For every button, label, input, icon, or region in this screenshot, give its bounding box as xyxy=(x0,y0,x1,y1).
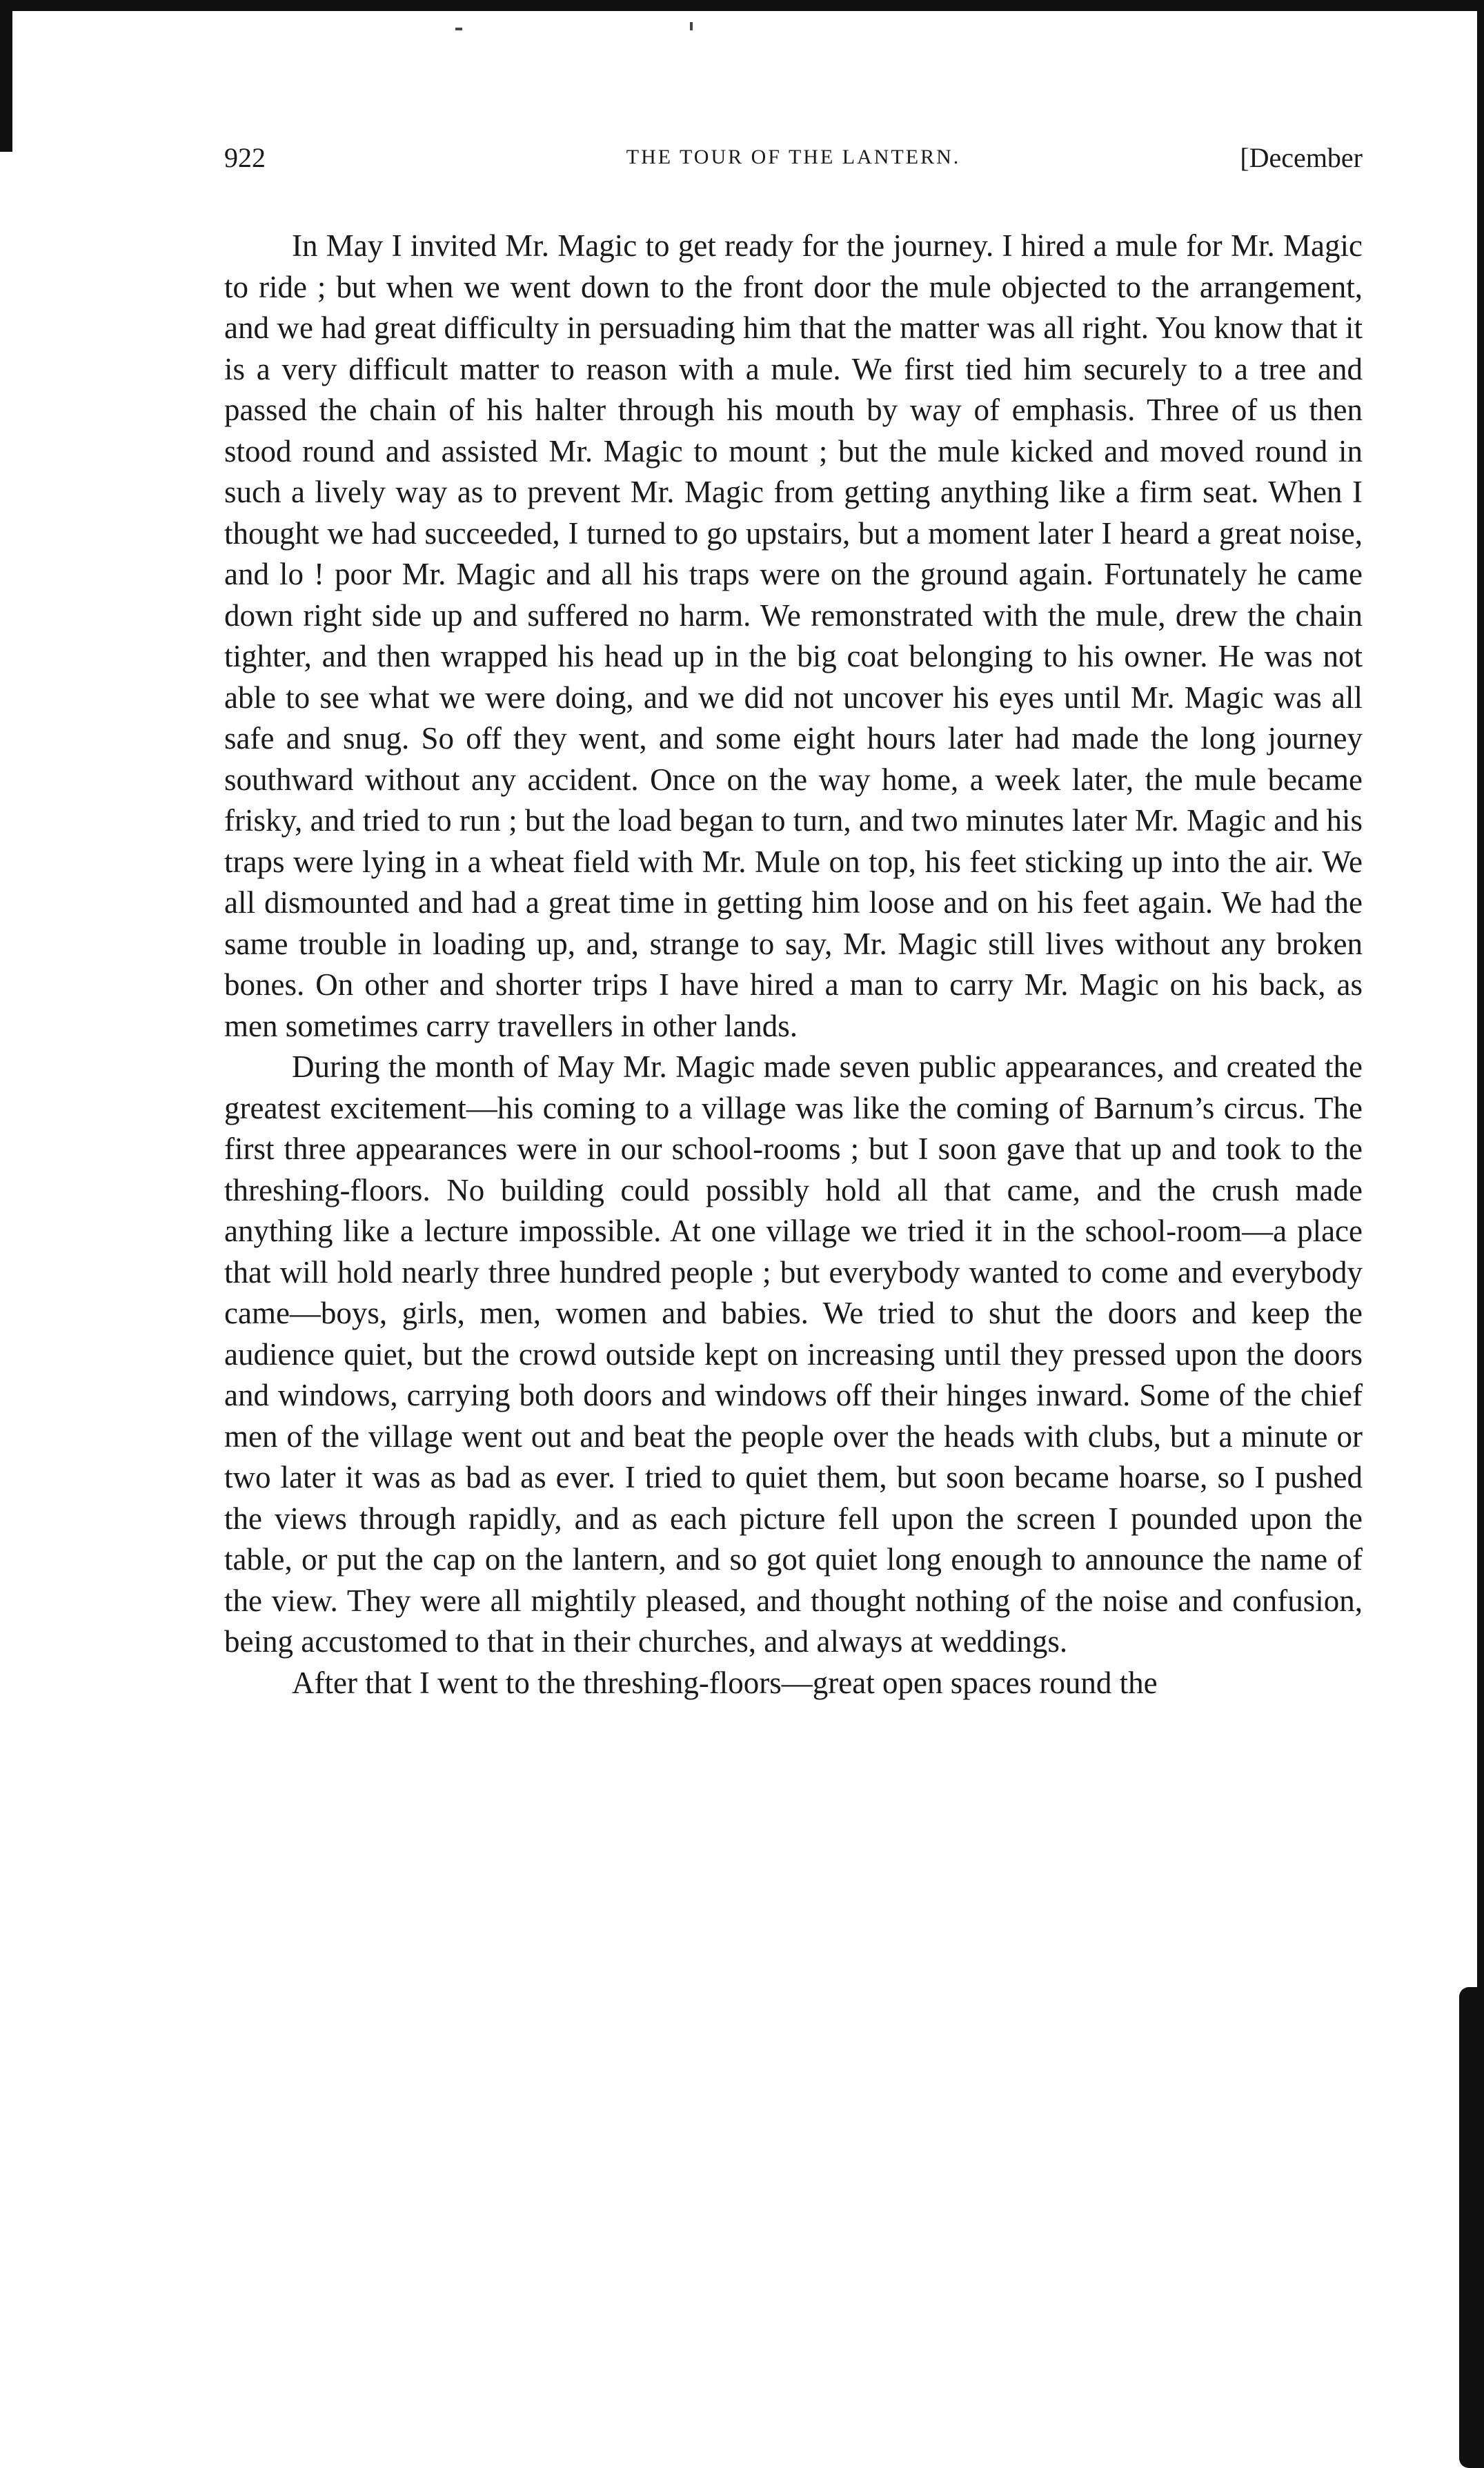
scan-border-right xyxy=(1477,0,1484,2468)
paragraph: During the month of May Mr. Magic made seven public appearances, and created the greatest excitement—his coming to a village was like the coming of Barnum’s circus. The first three appearances were in our school-rooms ; but I soon gave that up and took to the threshing-floors. No building could possibly hold all that came, and the crush made anything like a lecture impossible. At one village we tried it in the school-room—a place that will hold nearly three hundred people ; but everybody wanted to come and everybody came—boys, girls, men, women and babies. We tried to shut the doors and keep the audience quiet, but the crowd outside kept on increasing until they pressed upon the doors and windows, carrying both doors and windows off their hinges inward. Some of the chief men of the village went out and beat the people over the heads with clubs, but a minute or two later it was as bad as ever. I tried to quiet them, but soon became hoarse, so I pushed the views through rapidly, and as each picture fell upon the screen I pounded upon the table, or put the cap on the lantern, and so got quiet long enough to announce the name of the view. They were all mightily pleased, and thought nothing of the noise and confusion, being accustomed to that in their churches, and always at weddings. xyxy=(224,1049,1363,1659)
running-head xyxy=(224,141,1363,190)
running-title: THE TOUR OF THE LANTERN. xyxy=(626,146,961,168)
scan-border-left xyxy=(0,0,12,152)
running-month: [December xyxy=(1240,142,1363,173)
paragraph: In May I invited Mr. Magic to get ready for the journey. I hired a mule for Mr. Magic to ride ; but when we went down to the front door the mule objected to the arrangement, and we had great difficulty in persuading him that the matter was all right. You know that it is a very difficult matter to reason with a mule. We first tied him securely to a tree and passed the chain of his halter through his mouth by way of emphasis. Three of us then stood round and assisted Mr. Magic to mount ; but the mule kicked and moved round in such a lively way as to prevent Mr. Magic from getting anything like a firm seat. When I thought we had succeeded, I turned to go upstairs, but a moment later I heard a great noise, and lo ! poor Mr. Magic and all his traps were on the ground again. Fortunately he came down right side up and suffered no harm. We remonstrated with the mule, drew the chain tighter, and then wrapped his head up in the big coat belonging to his owner. He was not able to see what we were doing, and we did not uncover his eyes until Mr. Magic was all safe and snug. So off they went, and some eight hours later had made the long journey southward without any accident. Once on the way home, a week later, the mule became frisky, and tried to run ; but the load began to turn, and two minutes later Mr. Magic and his traps were lying in a wheat field with Mr. Mule on top, his feet sticking up into the air. We all dismounted and had a great time in getting him loose and on his feet again. We had the same trouble in loading up, and, strange to say, Mr. Magic still lives without any broken bones. On other and shorter trips I have hired a man to carry Mr. Magic on his back, as men sometimes carry travellers in other lands. xyxy=(224,228,1363,1043)
scan-border-top xyxy=(0,0,1484,11)
book-page xyxy=(224,141,1363,1704)
page-body xyxy=(224,226,1363,1704)
scan-speck xyxy=(690,22,693,30)
paragraph: After that I went to the threshing-floors—great open spaces round the xyxy=(292,1665,1158,1700)
scan-edge-mark xyxy=(1459,1987,1477,2468)
page-number: 922 xyxy=(224,142,266,173)
scan-speck xyxy=(455,28,462,30)
